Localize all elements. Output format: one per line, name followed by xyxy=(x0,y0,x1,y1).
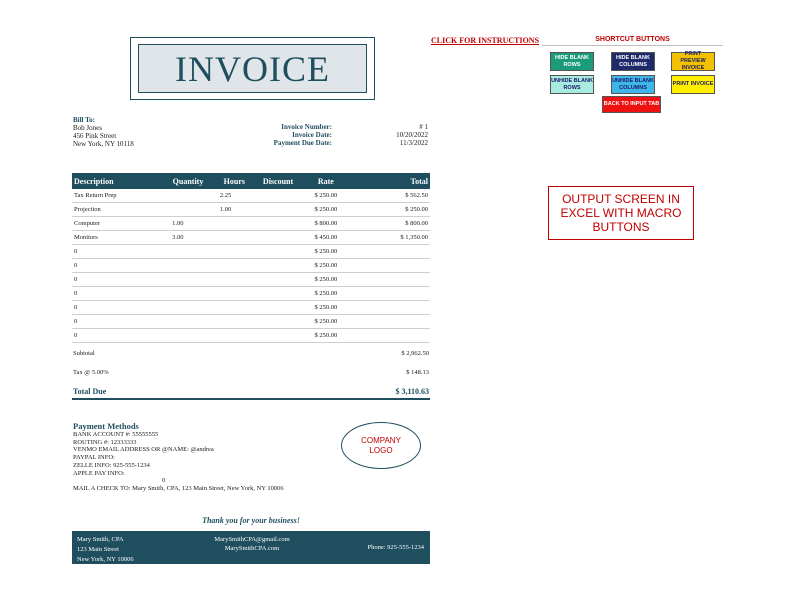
cell-quantity: 3.00 xyxy=(164,231,212,245)
cell-quantity xyxy=(164,329,212,343)
cell-discount xyxy=(257,329,300,343)
invoice-date: 10/20/2022 xyxy=(396,131,428,139)
cell-discount xyxy=(257,301,300,315)
invoice-date-label: Invoice Date: xyxy=(292,131,332,139)
company-logo-text: COMPANY LOGO xyxy=(361,435,401,455)
cell-discount xyxy=(257,259,300,273)
company-logo xyxy=(341,422,421,469)
cell-discount xyxy=(257,217,300,231)
cell-quantity xyxy=(164,189,212,203)
table-row xyxy=(72,217,430,231)
footer-city: New York, NY 10006 xyxy=(77,556,134,563)
cell-quantity: 1.00 xyxy=(164,217,212,231)
cell-total xyxy=(352,301,430,315)
cell-hours xyxy=(212,245,257,259)
cell-discount xyxy=(257,203,300,217)
output-screen-note xyxy=(548,186,694,240)
cell-rate: $ 450.00 xyxy=(299,231,352,245)
subtotal-label: Subtotal xyxy=(73,350,95,357)
table-row xyxy=(72,329,430,343)
bill-to-label: Bill To: xyxy=(73,116,95,124)
payment-line-paypal: PAYPAL INFO: xyxy=(73,454,115,462)
cell-description: Monitors xyxy=(72,231,164,245)
bill-to-city: New York, NY 10118 xyxy=(73,140,134,148)
cell-total xyxy=(352,259,430,273)
cell-rate: $ 250.00 xyxy=(299,189,352,203)
header-hours: Hours xyxy=(212,173,257,189)
invoice-title-inner xyxy=(138,44,367,93)
cell-rate: $ 250.00 xyxy=(299,301,352,315)
shortcut-divider xyxy=(542,45,723,46)
cell-quantity xyxy=(164,315,212,329)
footer-website: MarySmithCPA.com xyxy=(224,545,280,552)
output-screen-note-text: OUTPUT SCREEN IN EXCEL WITH MACRO BUTTONS xyxy=(560,192,682,234)
instructions-link[interactable]: CLICK FOR INSTRUCTIONS xyxy=(431,36,540,45)
print-preview-button[interactable]: PRINT PREVIEW INVOICE xyxy=(671,52,715,71)
print-invoice-button[interactable]: PRINT INVOICE xyxy=(671,75,715,94)
table-row xyxy=(72,245,430,259)
header-discount: Discount xyxy=(257,173,300,189)
cell-hours xyxy=(212,231,257,245)
payment-line-routing: ROUTING #: 12333333 xyxy=(73,438,137,446)
cell-total xyxy=(352,329,430,343)
cell-quantity xyxy=(164,259,212,273)
cell-rate: $ 250.00 xyxy=(299,259,352,273)
cell-hours: 1.00 xyxy=(212,203,257,217)
cell-discount xyxy=(257,287,300,301)
cell-hours xyxy=(212,273,257,287)
hide-blank-columns-button[interactable]: HIDE BLANK COLUMNS xyxy=(611,52,655,71)
cell-description: 0 xyxy=(72,259,164,273)
unhide-blank-rows-button[interactable]: UNHIDE BLANK ROWS xyxy=(550,75,594,94)
table-row xyxy=(72,273,430,287)
payment-methods-title: Payment Methods xyxy=(73,421,139,431)
thank-you-message: Thank you for your business! xyxy=(202,516,300,525)
cell-rate: $ 250.00 xyxy=(299,203,352,217)
shortcut-buttons-title: SHORTCUT BUTTONS xyxy=(595,36,670,43)
cell-hours xyxy=(212,259,257,273)
cell-hours xyxy=(212,287,257,301)
footer-address xyxy=(77,535,134,565)
bill-to-street: 456 Pink Street xyxy=(73,132,117,140)
payment-line-zelle: ZELLE INFO: 925-555-1234 xyxy=(73,461,150,469)
back-to-input-tab-button[interactable]: BACK TO INPUT TAB xyxy=(602,96,661,113)
payment-line-zero: 0 xyxy=(162,477,166,485)
cell-quantity xyxy=(164,287,212,301)
table-row xyxy=(72,231,430,245)
cell-rate: $ 250.00 xyxy=(299,315,352,329)
cell-hours xyxy=(212,329,257,343)
cell-total: $ 800.00 xyxy=(352,217,430,231)
cell-hours xyxy=(212,217,257,231)
payment-due-label: Payment Due Date: xyxy=(273,139,332,147)
payment-line-mail: MAIL A CHECK TO: Mary Smith, CPA, 123 Main Street, New York, NY 10006 xyxy=(73,484,284,492)
unhide-blank-columns-button[interactable]: UNHIDE BLANK COLUMNS xyxy=(611,75,655,94)
payment-line-bank: BANK ACCOUNT #: 55555555 xyxy=(73,431,159,438)
table-row xyxy=(72,189,430,203)
cell-total xyxy=(352,273,430,287)
table-row xyxy=(72,259,430,273)
cell-discount xyxy=(257,189,300,203)
total-due-value: $ 3,110.63 xyxy=(395,387,429,396)
header-description: Description xyxy=(72,173,164,189)
header-total: Total xyxy=(352,173,430,189)
payment-methods-list xyxy=(73,431,284,493)
cell-total xyxy=(352,287,430,301)
total-divider xyxy=(72,398,430,400)
cell-total: $ 250.00 xyxy=(352,203,430,217)
cell-quantity xyxy=(164,203,212,217)
cell-total xyxy=(352,245,430,259)
total-due-label: Total Due xyxy=(73,387,107,396)
cell-discount xyxy=(257,245,300,259)
cell-discount xyxy=(257,231,300,245)
cell-rate: $ 250.00 xyxy=(299,245,352,259)
subtotal-value: $ 2,962.50 xyxy=(401,350,429,357)
table-row xyxy=(72,203,430,217)
tax-value: $ 148.13 xyxy=(406,369,429,376)
invoice-info-labels xyxy=(240,123,332,147)
cell-hours xyxy=(212,315,257,329)
hide-blank-rows-button[interactable]: HIDE BLANK ROWS xyxy=(550,52,594,71)
cell-hours xyxy=(212,301,257,315)
bill-to-block xyxy=(73,116,134,148)
invoice-title: INVOICE xyxy=(175,48,330,89)
header-quantity: Quantity xyxy=(164,173,212,189)
footer-street: 123 Main Street xyxy=(77,546,119,553)
footer-name: Mary Smith, CPA xyxy=(77,536,124,543)
cell-total xyxy=(352,315,430,329)
cell-quantity xyxy=(164,273,212,287)
cell-description: 0 xyxy=(72,245,164,259)
cell-description: 0 xyxy=(72,301,164,315)
cell-description: 0 xyxy=(72,329,164,343)
cell-description: 0 xyxy=(72,315,164,329)
cell-total: $ 1,350.00 xyxy=(352,231,430,245)
invoice-footer xyxy=(72,531,430,564)
table-row xyxy=(72,301,430,315)
cell-discount xyxy=(257,315,300,329)
table-row xyxy=(72,315,430,329)
payment-line-venmo: VENMO EMAIL ADDRESS OR @NAME: @andrea xyxy=(73,446,214,454)
cell-discount xyxy=(257,273,300,287)
cell-rate: $ 800.00 xyxy=(299,217,352,231)
payment-due-date: 11/3/2022 xyxy=(399,139,428,147)
invoice-number: # 1 xyxy=(419,123,428,131)
payment-line-applepay: APPLE PAY INFO: xyxy=(73,469,125,477)
footer-contact xyxy=(202,535,302,553)
cell-description: Projection xyxy=(72,203,164,217)
table-header-row xyxy=(72,173,430,189)
cell-quantity xyxy=(164,245,212,259)
bill-to-name: Bob Jones xyxy=(73,124,102,132)
footer-phone: Phone: 925-555-1234 xyxy=(367,544,424,551)
invoice-info-values xyxy=(370,123,428,147)
cell-total: $ 562.50 xyxy=(352,189,430,203)
cell-rate: $ 250.00 xyxy=(299,287,352,301)
invoice-items-table xyxy=(72,173,430,343)
invoice-title-box xyxy=(130,37,375,100)
cell-rate: $ 250.00 xyxy=(299,273,352,287)
footer-email: MarySmithCPA@gmail.com xyxy=(214,536,290,543)
tax-label: Tax @ 5.00% xyxy=(73,369,109,376)
cell-description: 0 xyxy=(72,287,164,301)
cell-rate: $ 250.00 xyxy=(299,329,352,343)
cell-description: Computer xyxy=(72,217,164,231)
header-rate: Rate xyxy=(299,173,352,189)
cell-hours: 2.25 xyxy=(212,189,257,203)
cell-quantity xyxy=(164,301,212,315)
invoice-number-label: Invoice Number: xyxy=(281,123,332,131)
table-row xyxy=(72,287,430,301)
cell-description: 0 xyxy=(72,273,164,287)
cell-description: Tax Return Prep xyxy=(72,189,164,203)
